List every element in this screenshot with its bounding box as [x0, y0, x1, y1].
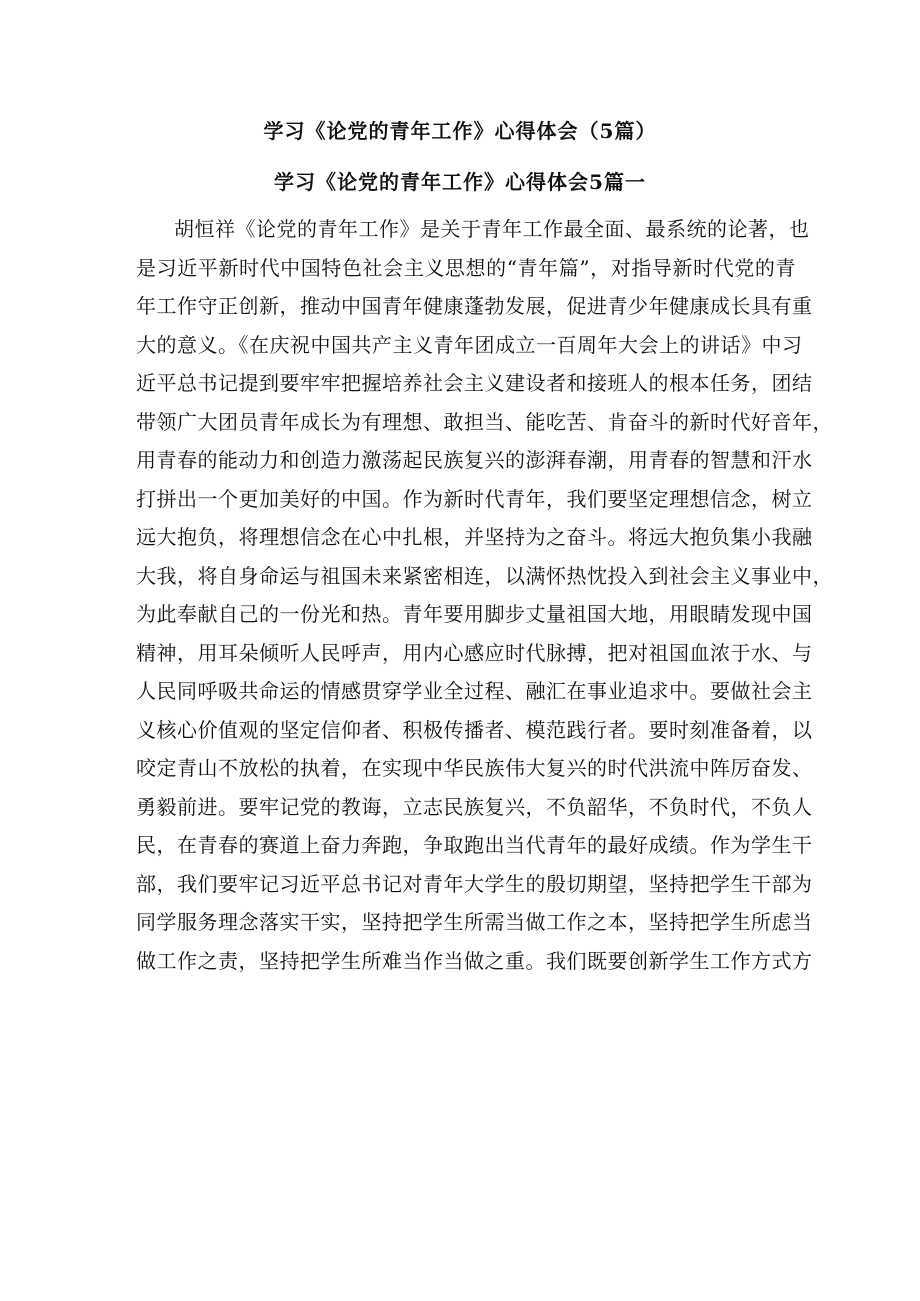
paragraph-line: 大的意义。《在庆祝中国共产主义青年团成立一百周年大会上的讲话》中习 — [136, 332, 803, 357]
body-paragraph — [136, 216, 833, 986]
paragraph-line: 打拼出一个更加美好的中国。作为新时代青年，我们要坚定理想信念，树立 — [136, 486, 813, 511]
paragraph-line: 人民同呼吸共命运的情感贯穿学业全过程、融汇在事业追求中。要做社会主 — [136, 679, 813, 703]
document-title: 学习《论党的青年工作》心得体会（5篇） — [263, 119, 657, 143]
paragraph-line: 民，在青春的赛道上奋力奔跑，争取跑出当代青年的最好成绩。作为学生干 — [136, 833, 813, 857]
paragraph-line: 精神，用耳朵倾听人民呼声，用内心感应时代脉搏，把对祖国血浓于水、与 — [136, 640, 813, 665]
section-title: 学习《论党的青年工作》心得体会5篇一 — [274, 170, 646, 194]
paragraph-line: 远大抱负，将理想信念在心中扎根，并坚持为之奋斗。将远大抱负集小我融 — [136, 525, 813, 549]
paragraph-line: 年工作守正创新，推动中国青年健康蓬勃发展，促进青少年健康成长具有重 — [136, 294, 813, 318]
paragraph-line: 同学服务理念落实干实，坚持把学生所需当做工作之本，坚持把学生所虑当 — [136, 910, 813, 934]
paragraph-line: 做工作之责，坚持把学生所难当作当做之重。我们既要创新学生工作方式方 — [136, 948, 813, 973]
paragraph-line: 咬定青山不放松的执着，在实现中华民族伟大复兴的时代洪流中阵厉奋发、 — [136, 756, 813, 780]
paragraph-line: 带领广大团员青年成长为有理想、敢担当、能吃苦、肯奋斗的新时代好音年， — [136, 409, 833, 434]
paragraph-line: 部，我们要牢记习近平总书记对青年大学生的殷切期望，坚持把学生干部为 — [136, 871, 813, 896]
paragraph-line: 是习近平新时代中国特色社会主义思想的“青年篇”，对指导新时代党的青 — [136, 255, 796, 280]
paragraph-line: 义核心价值观的坚定信仰者、积极传播者、模范践行者。要时刻准备着，以 — [136, 717, 813, 742]
paragraph-line: 近平总书记提到要牢牢把握培养社会主义建设者和接班人的根本任务，团结 — [136, 371, 813, 395]
paragraph-line: 为此奉献自己的一份光和热。青年要用脚步丈量祖国大地，用眼睛发现中国 — [136, 602, 813, 626]
paragraph-line: 胡恒祥《论党的青年工作》是关于青年工作最全面、最系统的论著，也 — [174, 217, 810, 241]
paragraph-line: 大我，将自身命运与祖国未来紧密相连，以满怀热忱投入到社会主义事业中， — [136, 563, 833, 588]
paragraph-line: 用青春的能动力和创造力激荡起民族复兴的澎湃春潮，用青春的智慧和汗水 — [136, 448, 813, 472]
paragraph-line: 勇毅前进。要牢记党的教诲，立志民族复兴，不负韶华，不负时代，不负人 — [136, 794, 813, 819]
